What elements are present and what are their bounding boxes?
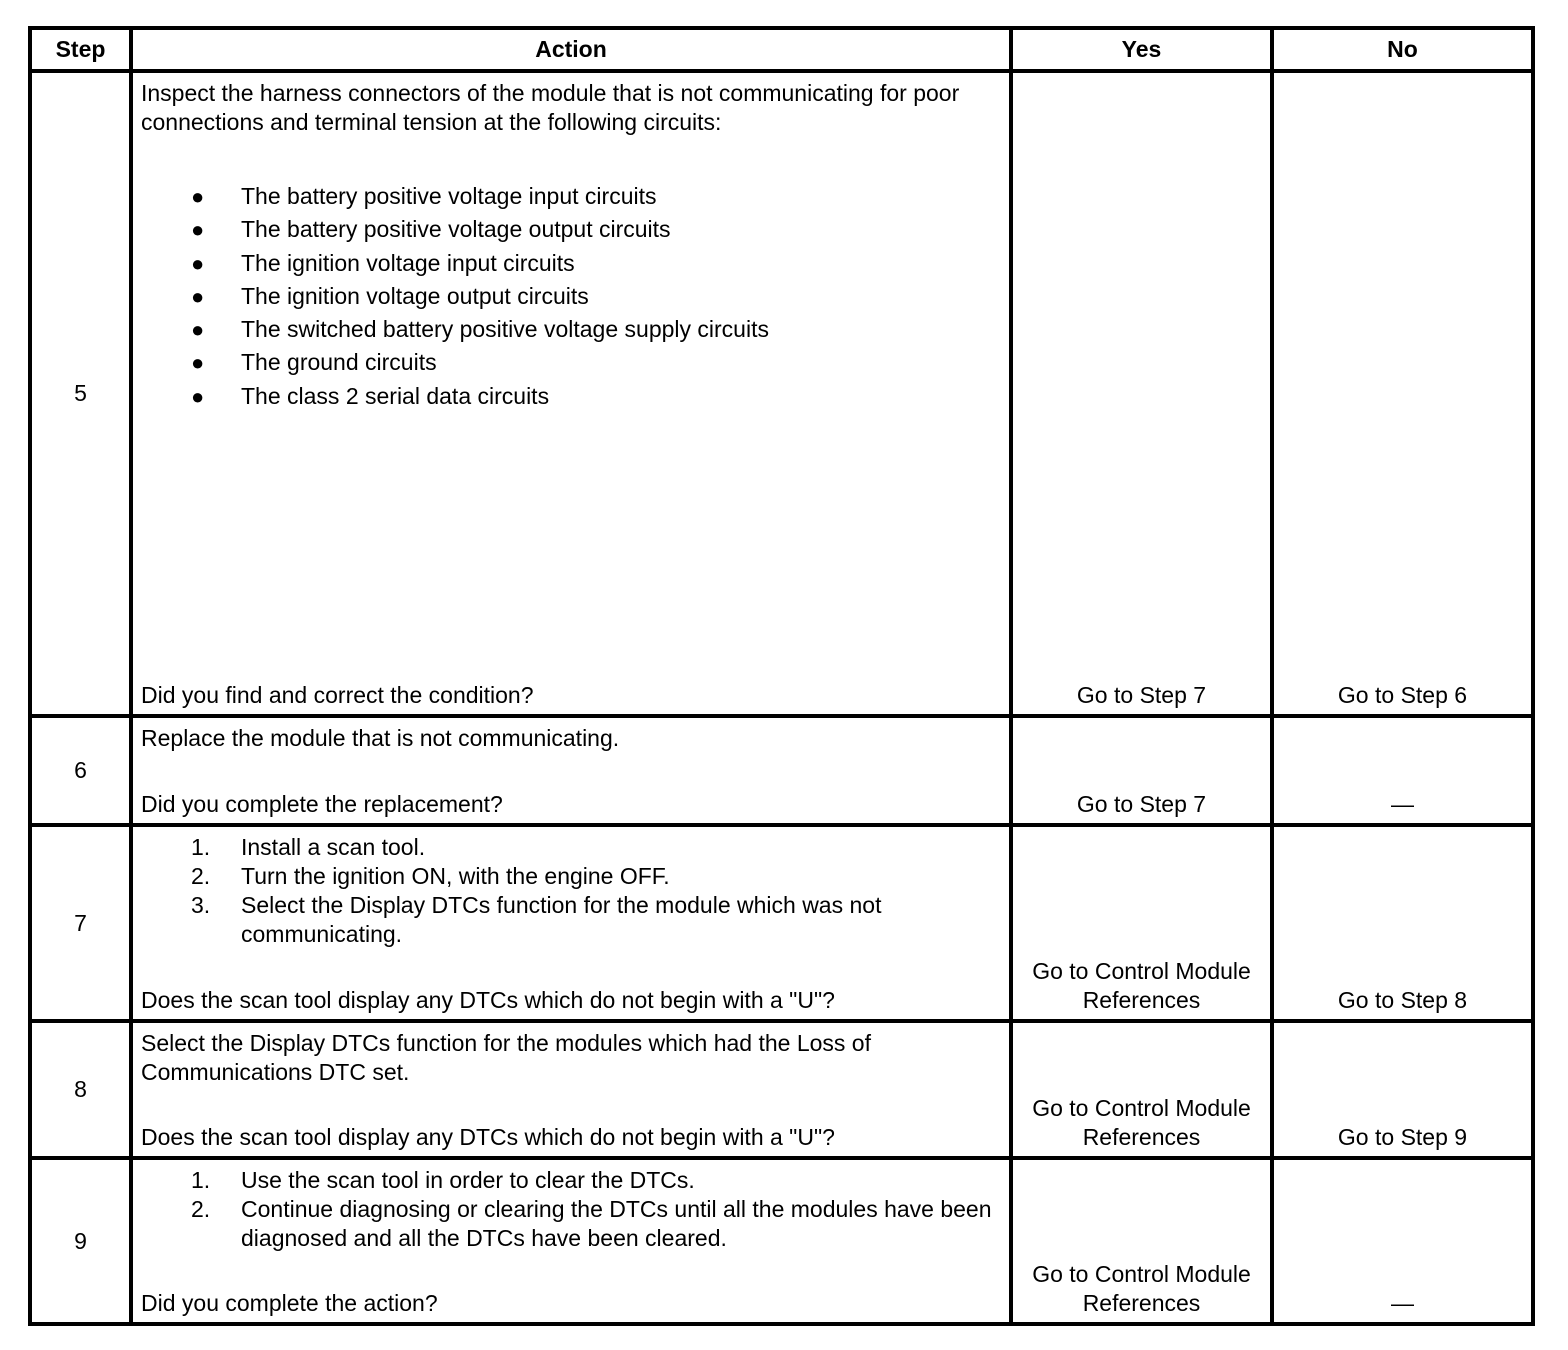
bullet-icon: ● — [191, 383, 205, 409]
yes-result: Go to Control Module References — [1011, 1158, 1272, 1324]
list-item: 1. Install a scan tool. — [191, 834, 426, 860]
action-question: Does the scan tool display any DTCs which do not begin with a "U"? — [141, 1124, 835, 1150]
bullet-icon: ● — [191, 283, 205, 309]
diagnostic-table — [28, 26, 1535, 1326]
header-yes: Yes — [1011, 28, 1272, 71]
list-item: ● The switched battery positive voltage supply circuits — [141, 313, 1001, 346]
list-item: 2. Turn the ignition ON, with the engine OFF. — [191, 863, 670, 889]
action-intro: Inspect the harness connectors of the module that is not communicating for poor connections and terminal tension at the following circuits: — [141, 80, 960, 135]
step-number: 5 — [30, 71, 131, 716]
no-result: Go to Step 8 — [1272, 825, 1533, 1021]
list-item: ● The battery positive voltage output circuits — [141, 213, 1001, 246]
header-no: No — [1272, 28, 1533, 71]
header-action: Action — [131, 28, 1011, 71]
list-item: 2. Continue diagnosing or clearing the DTCs until all the modules have been diagnosed and all the DTCs have been cleared. — [191, 1196, 992, 1251]
action-cell — [131, 71, 1011, 716]
bullet-icon: ● — [191, 250, 205, 276]
list-item: ● The ignition voltage output circuits — [141, 280, 1001, 313]
yes-result: Go to Step 7 — [1011, 716, 1272, 825]
table-row-step-8 — [30, 1021, 1533, 1158]
no-result: — — [1272, 1158, 1533, 1324]
no-result: Go to Step 9 — [1272, 1021, 1533, 1158]
no-result: — — [1272, 716, 1533, 825]
step-number: 9 — [30, 1158, 131, 1324]
table-row-step-6 — [30, 716, 1533, 825]
action-cell — [131, 716, 1011, 825]
procedure-list — [141, 1166, 1001, 1253]
bullet-icon: ● — [191, 217, 205, 243]
action-question: Does the scan tool display any DTCs which do not begin with a "U"? — [141, 987, 835, 1013]
action-intro: Replace the module that is not communicating. — [141, 725, 620, 751]
header-step: Step — [30, 28, 131, 71]
bullet-icon: ● — [191, 350, 205, 376]
yes-result: Go to Control Module References — [1011, 825, 1272, 1021]
action-cell — [131, 1021, 1011, 1158]
table-row-step-7 — [30, 825, 1533, 1021]
action-cell — [131, 1158, 1011, 1324]
yes-result: Go to Control Module References — [1011, 1021, 1272, 1158]
list-item: 3. Select the Display DTCs function for the module which was not communicating. — [191, 892, 882, 947]
list-item: 1. Use the scan tool in order to clear the DTCs. — [191, 1167, 695, 1193]
step-number: 7 — [30, 825, 131, 1021]
bullet-icon: ● — [191, 184, 205, 209]
yes-result: Go to Step 7 — [1011, 71, 1272, 716]
list-item: ● The ignition voltage input circuits — [141, 247, 1001, 280]
action-cell — [131, 825, 1011, 1021]
table-header-row — [30, 28, 1533, 71]
step-number: 8 — [30, 1021, 131, 1158]
circuit-list — [141, 180, 1001, 413]
bullet-icon: ● — [191, 317, 205, 343]
action-question: Did you find and correct the condition? — [141, 682, 534, 708]
action-question: Did you complete the replacement? — [141, 791, 503, 817]
action-intro: Select the Display DTCs function for the modules which had the Loss of Communications DTC set. — [141, 1030, 871, 1085]
table-row-step-5 — [30, 71, 1533, 716]
table-row-step-9 — [30, 1158, 1533, 1324]
list-item: ● The class 2 serial data circuits — [141, 380, 1001, 413]
list-item: ● The ground circuits — [141, 346, 1001, 379]
procedure-list — [141, 833, 1001, 949]
list-item: ● The battery positive voltage input circuits — [141, 180, 1001, 213]
step-number: 6 — [30, 716, 131, 825]
no-result: Go to Step 6 — [1272, 71, 1533, 716]
action-question: Did you complete the action? — [141, 1290, 438, 1316]
